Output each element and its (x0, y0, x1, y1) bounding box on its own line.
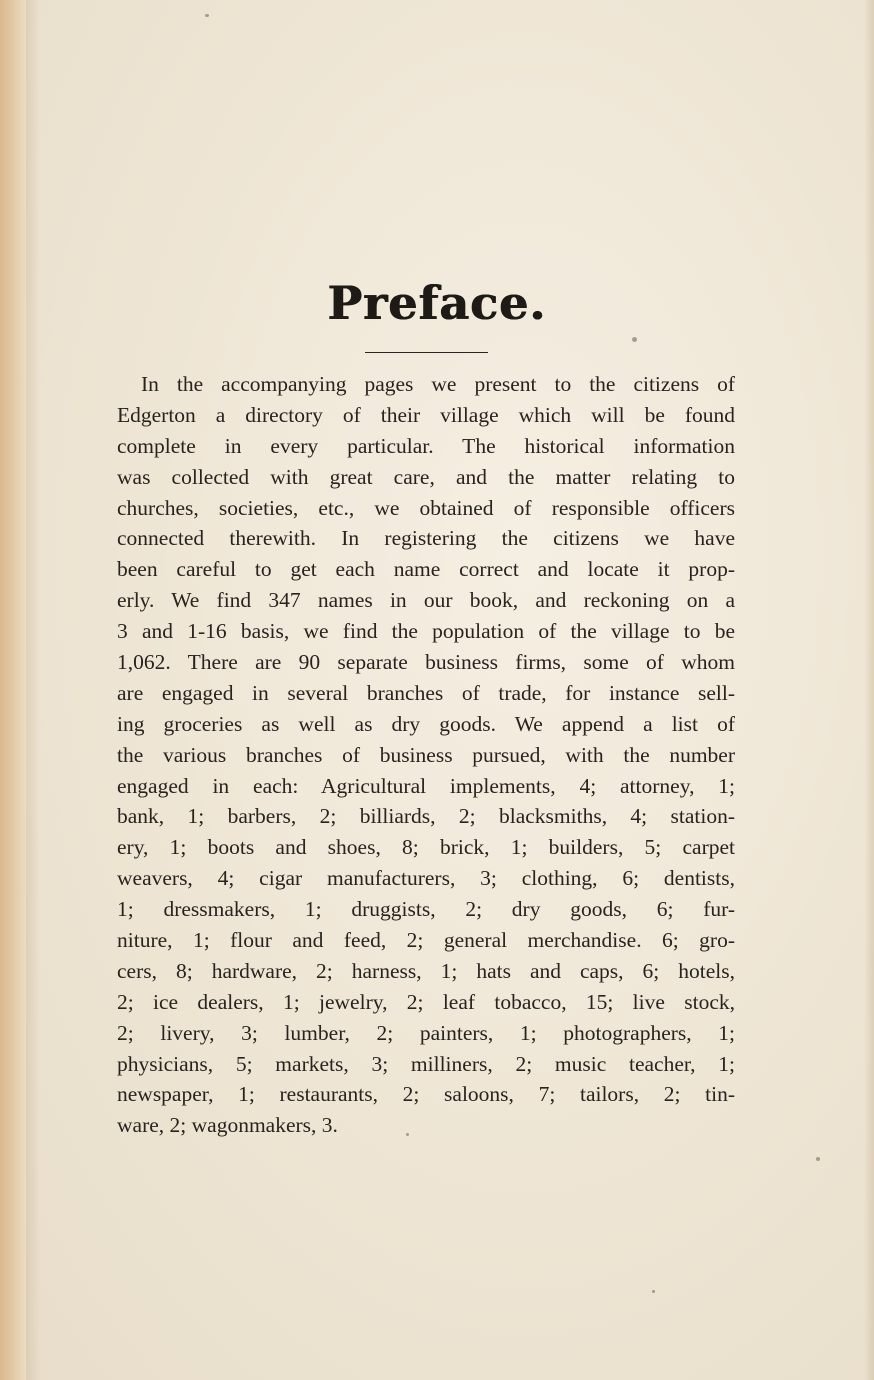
text-line: 2; livery, 3; lumber, 2; painters, 1; photographers, 1; (117, 1020, 735, 1045)
title-rule (365, 352, 488, 353)
text-line: erly. We find 347 names in our book, and reckoning on a (117, 588, 735, 613)
text-line: cers, 8; hardware, 2; harness, 1; hats and caps, 6; hotels, (117, 958, 735, 983)
text-line: weavers, 4; cigar manufacturers, 3; clothing, 6; dentists, (117, 866, 735, 891)
paper-speck (816, 1157, 820, 1161)
binding-edge (0, 0, 26, 1380)
page-title: Preface. (327, 276, 547, 330)
text-line: complete in every particular. The historical information (117, 433, 735, 458)
page-right-edge (864, 0, 874, 1380)
text-line: 2; ice dealers, 1; jewelry, 2; leaf tobacco, 15; live stock, (117, 989, 735, 1014)
text-line: was collected with great care, and the matter relating to (117, 464, 735, 489)
text-line: ery, 1; boots and shoes, 8; brick, 1; builders, 5; carpet (117, 835, 735, 860)
text-line: engaged in each: Agricultural implements, 4; attorney, 1; (117, 773, 735, 798)
text-line: niture, 1; flour and feed, 2; general merchandise. 6; gro- (117, 928, 735, 953)
binding-shadow (26, 0, 40, 1380)
text-line: 1,062. There are 90 separate business firms, some of whom (117, 650, 735, 675)
paper-speck (205, 14, 209, 17)
text-line: 1; dressmakers, 1; druggists, 2; dry goods, 6; fur- (117, 897, 735, 922)
paper-speck (632, 337, 637, 342)
text-line: newspaper, 1; restaurants, 2; saloons, 7; tailors, 2; tin- (117, 1082, 735, 1107)
text-line: the various branches of business pursued, with the number (117, 742, 735, 767)
text-line: Edgerton a directory of their village which will be found (117, 402, 735, 427)
text-line: ware, 2; wagonmakers, 3. (117, 1113, 338, 1138)
preface-paragraph (117, 369, 735, 1141)
text-line: ing groceries as well as dry goods. We append a list of (117, 711, 735, 736)
text-line: connected therewith. In registering the citizens we have (117, 526, 735, 551)
paper-speck (652, 1290, 655, 1293)
text-line: bank, 1; barbers, 2; billiards, 2; blacksmiths, 4; station- (117, 804, 735, 829)
text-line: physicians, 5; markets, 3; milliners, 2; music teacher, 1; (117, 1051, 735, 1076)
text-line: In the accompanying pages we present to the citizens of (141, 372, 735, 396)
text-line: churches, societies, etc., we obtained of responsible officers (117, 495, 735, 520)
text-line: are engaged in several branches of trade, for instance sell- (117, 680, 735, 705)
text-line: been careful to get each name correct and locate it prop- (117, 557, 735, 582)
text-line: 3 and 1-16 basis, we find the population of the village to be (117, 619, 735, 644)
